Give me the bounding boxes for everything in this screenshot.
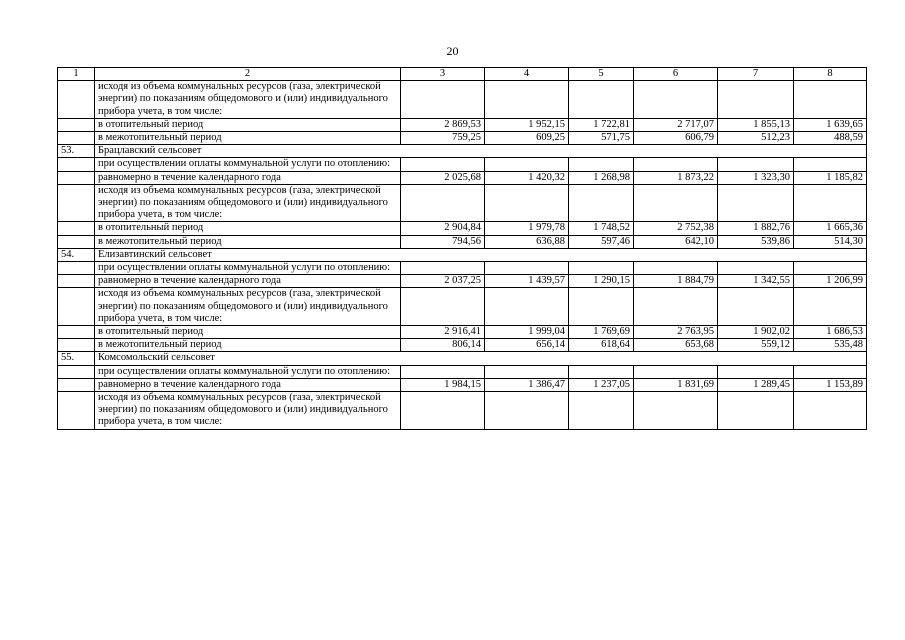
value-cell: 759,25 [401,132,485,145]
empty-cell [569,81,634,119]
value-cell: 1 748,52 [569,222,634,235]
row-index-cell [58,339,95,352]
empty-cell [401,262,485,275]
value-cell: 1 185,82 [794,171,867,184]
empty-cell [401,365,485,378]
empty-cell [794,81,867,119]
value-row [58,326,867,339]
empty-cell [718,158,794,171]
value-cell: 2 904,84 [401,222,485,235]
payment-description-row [58,365,867,378]
empty-cell [485,184,569,222]
section-title: Елизавтинский сельсовет [95,248,867,261]
row-label: в отопительный период [95,222,401,235]
value-cell: 1 902,02 [718,326,794,339]
section-number: 53. [58,145,95,158]
empty-cell [569,392,634,430]
empty-cell [634,365,718,378]
value-cell: 1 289,45 [718,378,794,391]
column-header: 6 [634,68,718,81]
empty-cell [485,288,569,326]
row-label: в межотопительный период [95,235,401,248]
metered-description-row [58,81,867,119]
value-row [58,132,867,145]
row-label: равномерно в течение календарного года [95,275,401,288]
value-cell: 794,56 [401,235,485,248]
row-index-cell [58,262,95,275]
value-cell: 1 268,98 [569,171,634,184]
value-cell: 806,14 [401,339,485,352]
row-index-cell [58,378,95,391]
value-cell: 597,46 [569,235,634,248]
value-row [58,222,867,235]
value-cell: 2 025,68 [401,171,485,184]
value-cell: 1 884,79 [634,275,718,288]
empty-cell [569,365,634,378]
empty-cell [634,158,718,171]
empty-cell [569,184,634,222]
table-body [58,68,867,430]
value-cell: 1 665,36 [794,222,867,235]
column-header: 8 [794,68,867,81]
value-cell: 2 717,07 [634,118,718,131]
empty-cell [718,184,794,222]
value-cell: 1 342,55 [718,275,794,288]
empty-cell [718,365,794,378]
row-index-cell [58,158,95,171]
value-cell: 1 984,15 [401,378,485,391]
value-cell: 512,23 [718,132,794,145]
empty-cell [794,184,867,222]
value-cell: 2 869,53 [401,118,485,131]
row-index-cell [58,365,95,378]
empty-cell [794,158,867,171]
value-cell: 1 206,99 [794,275,867,288]
value-cell: 559,12 [718,339,794,352]
empty-cell [634,184,718,222]
row-label: в отопительный период [95,118,401,131]
empty-cell [569,288,634,326]
row-description: исходя из объема коммунальных ресурсов (газа, электрической энергии) по показаниям общедомового и (или) индивидуального прибора учета, в том числе: [95,288,401,326]
empty-cell [794,365,867,378]
empty-cell [485,158,569,171]
empty-cell [569,262,634,275]
row-label: равномерно в течение календарного года [95,171,401,184]
empty-cell [485,81,569,119]
value-cell: 1 882,76 [718,222,794,235]
value-cell: 1 290,15 [569,275,634,288]
row-label: в межотопительный период [95,339,401,352]
tariff-table [57,67,867,430]
row-index-cell [58,392,95,430]
value-cell: 1 873,22 [634,171,718,184]
value-row [58,171,867,184]
empty-cell [485,262,569,275]
value-cell: 2 763,95 [634,326,718,339]
column-header: 4 [485,68,569,81]
payment-description-row [58,158,867,171]
value-row [58,339,867,352]
empty-cell [634,262,718,275]
empty-cell [485,365,569,378]
section-number: 55. [58,352,95,365]
row-description: при осуществлении оплаты коммунальной услуги по отоплению: [95,158,401,171]
empty-cell [718,288,794,326]
row-description: при осуществлении оплаты коммунальной услуги по отоплению: [95,365,401,378]
column-header: 3 [401,68,485,81]
empty-cell [794,288,867,326]
empty-cell [634,81,718,119]
value-cell: 606,79 [634,132,718,145]
value-row [58,118,867,131]
column-header: 5 [569,68,634,81]
value-cell: 642,10 [634,235,718,248]
row-description: исходя из объема коммунальных ресурсов (газа, электрической энергии) по показаниям общедомового и (или) индивидуального прибора учета, в том числе: [95,184,401,222]
row-index-cell [58,235,95,248]
row-index-cell [58,184,95,222]
value-cell: 1 999,04 [485,326,569,339]
value-cell: 488,59 [794,132,867,145]
value-cell: 618,64 [569,339,634,352]
row-index-cell [58,288,95,326]
empty-cell [718,262,794,275]
row-description: при осуществлении оплаты коммунальной услуги по отоплению: [95,262,401,275]
row-description: исходя из объема коммунальных ресурсов (газа, электрической энергии) по показаниям общедомового и (или) индивидуального прибора учета, в том числе: [95,81,401,119]
value-cell: 1 237,05 [569,378,634,391]
row-label: в межотопительный период [95,132,401,145]
metered-description-row [58,288,867,326]
row-index-cell [58,118,95,131]
value-cell: 2 037,25 [401,275,485,288]
value-cell: 539,86 [718,235,794,248]
empty-cell [401,81,485,119]
page-number: 20 [446,44,459,58]
value-cell: 653,68 [634,339,718,352]
value-cell: 1 952,15 [485,118,569,131]
value-cell: 535,48 [794,339,867,352]
value-cell: 1 639,65 [794,118,867,131]
empty-cell [401,288,485,326]
row-index-cell [58,81,95,119]
value-cell: 1 153,89 [794,378,867,391]
row-index-cell [58,275,95,288]
row-index-cell [58,222,95,235]
value-cell: 2 916,41 [401,326,485,339]
value-cell: 1 979,78 [485,222,569,235]
empty-cell [401,392,485,430]
empty-cell [401,184,485,222]
value-cell: 514,30 [794,235,867,248]
value-cell: 656,14 [485,339,569,352]
value-cell: 1 769,69 [569,326,634,339]
table-header-row [58,68,867,81]
empty-cell [634,288,718,326]
row-label: равномерно в течение календарного года [95,378,401,391]
value-cell: 1 439,57 [485,275,569,288]
empty-cell [718,81,794,119]
value-row [58,275,867,288]
metered-description-row [58,392,867,430]
value-cell: 2 752,38 [634,222,718,235]
value-cell: 1 722,81 [569,118,634,131]
row-description: исходя из объема коммунальных ресурсов (газа, электрической энергии) по показаниям общедомового и (или) индивидуального прибора учета, в том числе: [95,392,401,430]
empty-cell [634,392,718,430]
section-header-row [58,352,867,365]
empty-cell [401,158,485,171]
empty-cell [794,392,867,430]
section-number: 54. [58,248,95,261]
row-label: в отопительный период [95,326,401,339]
section-title: Комсомольский сельсовет [95,352,867,365]
value-cell: 1 686,53 [794,326,867,339]
row-index-cell [58,132,95,145]
empty-cell [794,262,867,275]
value-cell: 636,88 [485,235,569,248]
row-index-cell [58,326,95,339]
value-cell: 571,75 [569,132,634,145]
value-cell: 1 420,32 [485,171,569,184]
value-cell: 1 831,69 [634,378,718,391]
payment-description-row [58,262,867,275]
empty-cell [485,392,569,430]
column-header: 1 [58,68,95,81]
section-title: Брацлавский сельсовет [95,145,867,158]
section-header-row [58,248,867,261]
empty-cell [718,392,794,430]
value-cell: 1 323,30 [718,171,794,184]
value-cell: 609,25 [485,132,569,145]
value-row [58,235,867,248]
value-cell: 1 855,13 [718,118,794,131]
row-index-cell [58,171,95,184]
section-header-row [58,145,867,158]
value-cell: 1 386,47 [485,378,569,391]
value-row [58,378,867,391]
empty-cell [569,158,634,171]
metered-description-row [58,184,867,222]
column-header: 2 [95,68,401,81]
column-header: 7 [718,68,794,81]
